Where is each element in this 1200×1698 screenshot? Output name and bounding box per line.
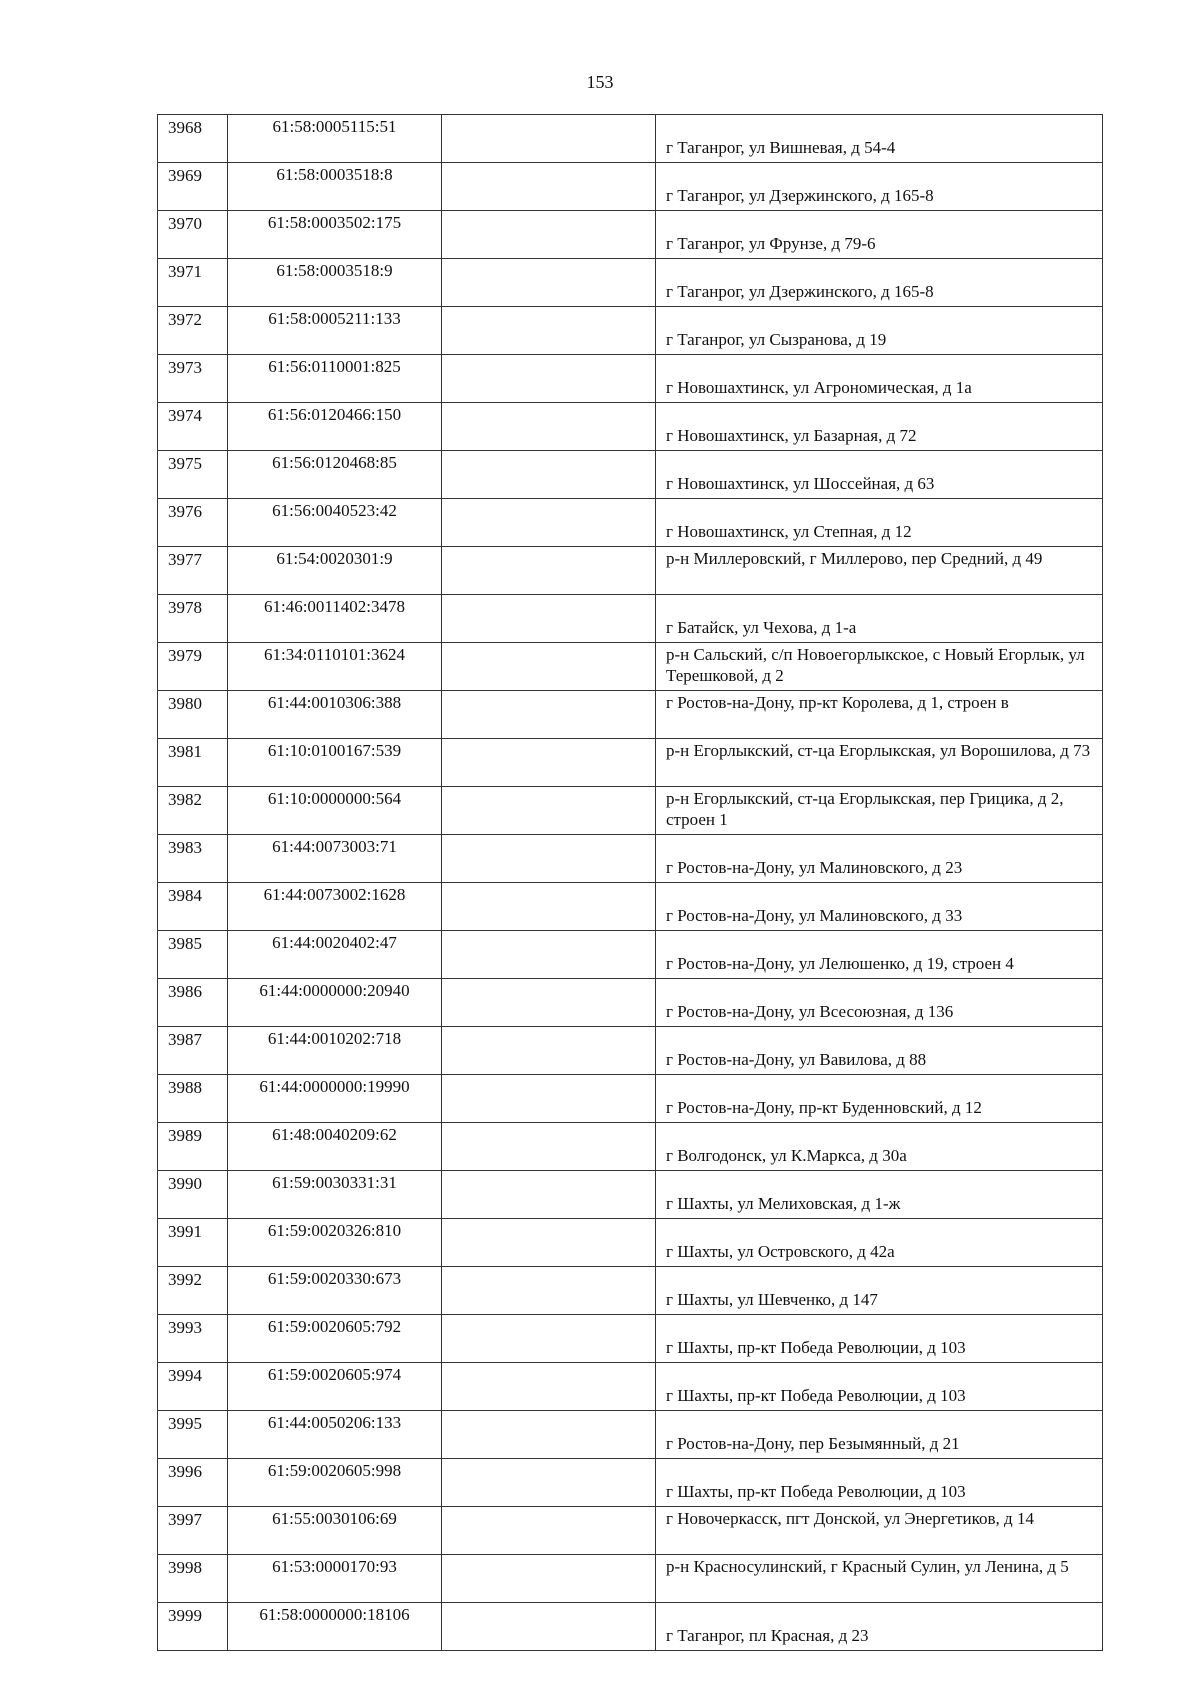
empty-cell [442, 163, 656, 211]
address-cell [656, 1459, 1103, 1507]
table-row [158, 1411, 1103, 1459]
address-text: г Ростов-на-Дону, ул Малиновского, д 33 [666, 906, 963, 925]
cadastral-number: 61:59:0020605:998 [228, 1459, 442, 1507]
row-number: 3988 [158, 1075, 228, 1123]
empty-cell [442, 355, 656, 403]
table-row [158, 643, 1103, 691]
address-text: р-н Егорлыкский, ст-ца Егорлыкская, пер Грицика, д 2, строен 1 [666, 789, 1064, 829]
address-text: г Ростов-на-Дону, пр-кт Королева, д 1, строен в [666, 693, 1009, 712]
cadastral-number: 61:56:0040523:42 [228, 499, 442, 547]
table-row [158, 1507, 1103, 1555]
row-number: 3971 [158, 259, 228, 307]
address-text: г Волгодонск, ул К.Маркса, д 30а [666, 1146, 907, 1165]
empty-cell [442, 979, 656, 1027]
cadastral-number: 61:46:0011402:3478 [228, 595, 442, 643]
address-cell [656, 835, 1103, 883]
row-number: 3981 [158, 739, 228, 787]
row-number: 3994 [158, 1363, 228, 1411]
empty-cell [442, 259, 656, 307]
row-number: 3998 [158, 1555, 228, 1603]
address-cell [656, 1603, 1103, 1651]
table-row [158, 1027, 1103, 1075]
empty-cell [442, 115, 656, 163]
address-text: г Таганрог, ул Сызранова, д 19 [666, 330, 887, 349]
row-number: 3975 [158, 451, 228, 499]
empty-cell [442, 403, 656, 451]
cadastral-number: 61:10:0100167:539 [228, 739, 442, 787]
address-cell [656, 883, 1103, 931]
address-cell [656, 787, 1103, 835]
address-text: г Таганрог, ул Вишневая, д 54-4 [666, 138, 896, 157]
address-text: г Шахты, ул Мелиховская, д 1-ж [666, 1194, 901, 1213]
empty-cell [442, 931, 656, 979]
row-number: 3970 [158, 211, 228, 259]
cadastral-number: 61:44:0010202:718 [228, 1027, 442, 1075]
table-row [158, 883, 1103, 931]
address-cell [656, 1411, 1103, 1459]
row-number: 3997 [158, 1507, 228, 1555]
table-row [158, 163, 1103, 211]
address-cell [656, 115, 1103, 163]
table-row [158, 1363, 1103, 1411]
address-text: г Ростов-на-Дону, пр-кт Буденновский, д 12 [666, 1098, 982, 1117]
empty-cell [442, 739, 656, 787]
empty-cell [442, 835, 656, 883]
table-row [158, 739, 1103, 787]
table-row [158, 499, 1103, 547]
table-row [158, 1219, 1103, 1267]
table-row [158, 1555, 1103, 1603]
row-number: 3973 [158, 355, 228, 403]
address-cell [656, 739, 1103, 787]
empty-cell [442, 1027, 656, 1075]
table-row [158, 979, 1103, 1027]
row-number: 3986 [158, 979, 228, 1027]
address-cell [656, 1027, 1103, 1075]
table-row [158, 403, 1103, 451]
row-number: 3990 [158, 1171, 228, 1219]
row-number: 3968 [158, 115, 228, 163]
address-text: г Шахты, пр-кт Победа Революции, д 103 [666, 1338, 966, 1357]
empty-cell [442, 1507, 656, 1555]
empty-cell [442, 499, 656, 547]
cadastral-number: 61:44:0010306:388 [228, 691, 442, 739]
table-row [158, 931, 1103, 979]
table-row [158, 211, 1103, 259]
row-number: 3979 [158, 643, 228, 691]
address-cell [656, 595, 1103, 643]
cadastral-number: 61:53:0000170:93 [228, 1555, 442, 1603]
table-row [158, 307, 1103, 355]
row-number: 3996 [158, 1459, 228, 1507]
row-number: 3989 [158, 1123, 228, 1171]
address-text: г Ростов-на-Дону, ул Вавилова, д 88 [666, 1050, 927, 1069]
table-row [158, 595, 1103, 643]
address-cell [656, 931, 1103, 979]
address-cell [656, 979, 1103, 1027]
address-cell [656, 499, 1103, 547]
table-row [158, 451, 1103, 499]
empty-cell [442, 547, 656, 595]
address-cell [656, 163, 1103, 211]
row-number: 3993 [158, 1315, 228, 1363]
address-text: г Таганрог, ул Дзержинского, д 165-8 [666, 282, 934, 301]
row-number: 3987 [158, 1027, 228, 1075]
row-number: 3972 [158, 307, 228, 355]
address-cell [656, 547, 1103, 595]
address-cell [656, 259, 1103, 307]
empty-cell [442, 211, 656, 259]
table-row [158, 1267, 1103, 1315]
address-cell [656, 1555, 1103, 1603]
row-number: 3984 [158, 883, 228, 931]
address-text: г Батайск, ул Чехова, д 1-а [666, 618, 857, 637]
empty-cell [442, 1075, 656, 1123]
empty-cell [442, 595, 656, 643]
address-text: р-н Егорлыкский, ст-ца Егорлыкская, ул Ворошилова, д 73 [666, 741, 1091, 760]
cadastral-number: 61:56:0110001:825 [228, 355, 442, 403]
address-cell [656, 211, 1103, 259]
cadastral-number: 61:56:0120468:85 [228, 451, 442, 499]
address-text: г Таганрог, ул Фрунзе, д 79-6 [666, 234, 876, 253]
row-number: 3983 [158, 835, 228, 883]
cadastral-number: 61:44:0073003:71 [228, 835, 442, 883]
cadastral-number: 61:54:0020301:9 [228, 547, 442, 595]
table-row [158, 1123, 1103, 1171]
cadastral-number: 61:58:0003502:175 [228, 211, 442, 259]
address-cell [656, 307, 1103, 355]
address-cell [656, 355, 1103, 403]
address-text: р-н Красносулинский, г Красный Сулин, ул Ленина, д 5 [666, 1557, 1069, 1576]
address-cell [656, 451, 1103, 499]
address-text: р-н Сальский, с/п Новоегорлыкское, с Новый Егорлык, ул Терешковой, д 2 [666, 645, 1085, 685]
cadastral-number: 61:59:0020326:810 [228, 1219, 442, 1267]
address-text: г Новошахтинск, ул Агрономическая, д 1а [666, 378, 972, 397]
row-number: 3980 [158, 691, 228, 739]
cadastral-number: 61:58:0005211:133 [228, 307, 442, 355]
empty-cell [442, 1315, 656, 1363]
empty-cell [442, 787, 656, 835]
empty-cell [442, 1603, 656, 1651]
empty-cell [442, 1459, 656, 1507]
cadastral-number: 61:58:0005115:51 [228, 115, 442, 163]
address-text: г Шахты, ул Островского, д 42а [666, 1242, 895, 1261]
empty-cell [442, 883, 656, 931]
empty-cell [442, 1555, 656, 1603]
table-row [158, 1603, 1103, 1651]
row-number: 3995 [158, 1411, 228, 1459]
address-text: г Ростов-на-Дону, ул Малиновского, д 23 [666, 858, 963, 877]
row-number: 3985 [158, 931, 228, 979]
table-row [158, 259, 1103, 307]
empty-cell [442, 1123, 656, 1171]
empty-cell [442, 691, 656, 739]
address-text: г Таганрог, пл Красная, д 23 [666, 1626, 869, 1645]
table-row [158, 835, 1103, 883]
address-cell [656, 1363, 1103, 1411]
address-text: г Таганрог, ул Дзержинского, д 165-8 [666, 186, 934, 205]
row-number: 3982 [158, 787, 228, 835]
table-row [158, 787, 1103, 835]
address-cell [656, 643, 1103, 691]
cadastral-number: 61:59:0030331:31 [228, 1171, 442, 1219]
cadastral-number: 61:44:0000000:20940 [228, 979, 442, 1027]
address-cell [656, 1123, 1103, 1171]
address-text: г Новочеркасск, пгт Донской, ул Энергетиков, д 14 [666, 1509, 1034, 1528]
table-row [158, 1171, 1103, 1219]
address-cell [656, 1171, 1103, 1219]
address-cell [656, 1267, 1103, 1315]
address-text: г Ростов-на-Дону, пер Безымянный, д 21 [666, 1434, 960, 1453]
table-row [158, 547, 1103, 595]
empty-cell [442, 1171, 656, 1219]
address-cell [656, 1075, 1103, 1123]
address-text: г Новошахтинск, ул Шоссейная, д 63 [666, 474, 935, 493]
address-text: г Ростов-на-Дону, ул Лелюшенко, д 19, строен 4 [666, 954, 1014, 973]
address-cell [656, 1315, 1103, 1363]
row-number: 3969 [158, 163, 228, 211]
empty-cell [442, 1363, 656, 1411]
row-number: 3976 [158, 499, 228, 547]
address-text: г Шахты, пр-кт Победа Революции, д 103 [666, 1386, 966, 1405]
row-number: 3991 [158, 1219, 228, 1267]
table-row [158, 1315, 1103, 1363]
address-cell [656, 1219, 1103, 1267]
cadastral-number: 61:44:0050206:133 [228, 1411, 442, 1459]
address-text: г Ростов-на-Дону, ул Всесоюзная, д 136 [666, 1002, 954, 1021]
cadastral-number: 61:59:0020330:673 [228, 1267, 442, 1315]
address-cell [656, 691, 1103, 739]
page-number: 153 [586, 72, 614, 92]
cadastral-number: 61:44:0073002:1628 [228, 883, 442, 931]
row-number: 3999 [158, 1603, 228, 1651]
empty-cell [442, 1219, 656, 1267]
address-text: г Шахты, пр-кт Победа Революции, д 103 [666, 1482, 966, 1501]
cadastral-number: 61:44:0020402:47 [228, 931, 442, 979]
cadastral-number: 61:58:0000000:18106 [228, 1603, 442, 1651]
cadastral-number: 61:58:0003518:8 [228, 163, 442, 211]
registry-table-body [158, 115, 1103, 1651]
address-cell [656, 1507, 1103, 1555]
address-text: г Новошахтинск, ул Степная, д 12 [666, 522, 912, 541]
cadastral-number: 61:34:0110101:3624 [228, 643, 442, 691]
cadastral-number: 61:58:0003518:9 [228, 259, 442, 307]
cadastral-number: 61:59:0020605:792 [228, 1315, 442, 1363]
address-text: г Новошахтинск, ул Базарная, д 72 [666, 426, 917, 445]
table-row [158, 355, 1103, 403]
registry-table [157, 114, 1103, 1651]
cadastral-number: 61:59:0020605:974 [228, 1363, 442, 1411]
empty-cell [442, 307, 656, 355]
cadastral-number: 61:55:0030106:69 [228, 1507, 442, 1555]
empty-cell [442, 451, 656, 499]
table-row [158, 115, 1103, 163]
empty-cell [442, 1267, 656, 1315]
empty-cell [442, 643, 656, 691]
table-row [158, 1075, 1103, 1123]
cadastral-number: 61:44:0000000:19990 [228, 1075, 442, 1123]
table-row [158, 691, 1103, 739]
row-number: 3977 [158, 547, 228, 595]
cadastral-number: 61:48:0040209:62 [228, 1123, 442, 1171]
empty-cell [442, 1411, 656, 1459]
row-number: 3974 [158, 403, 228, 451]
row-number: 3992 [158, 1267, 228, 1315]
cadastral-number: 61:10:0000000:564 [228, 787, 442, 835]
address-cell [656, 403, 1103, 451]
row-number: 3978 [158, 595, 228, 643]
cadastral-number: 61:56:0120466:150 [228, 403, 442, 451]
address-text: г Шахты, ул Шевченко, д 147 [666, 1290, 878, 1309]
table-row [158, 1459, 1103, 1507]
address-text: р-н Миллеровский, г Миллерово, пер Средний, д 49 [666, 549, 1043, 568]
